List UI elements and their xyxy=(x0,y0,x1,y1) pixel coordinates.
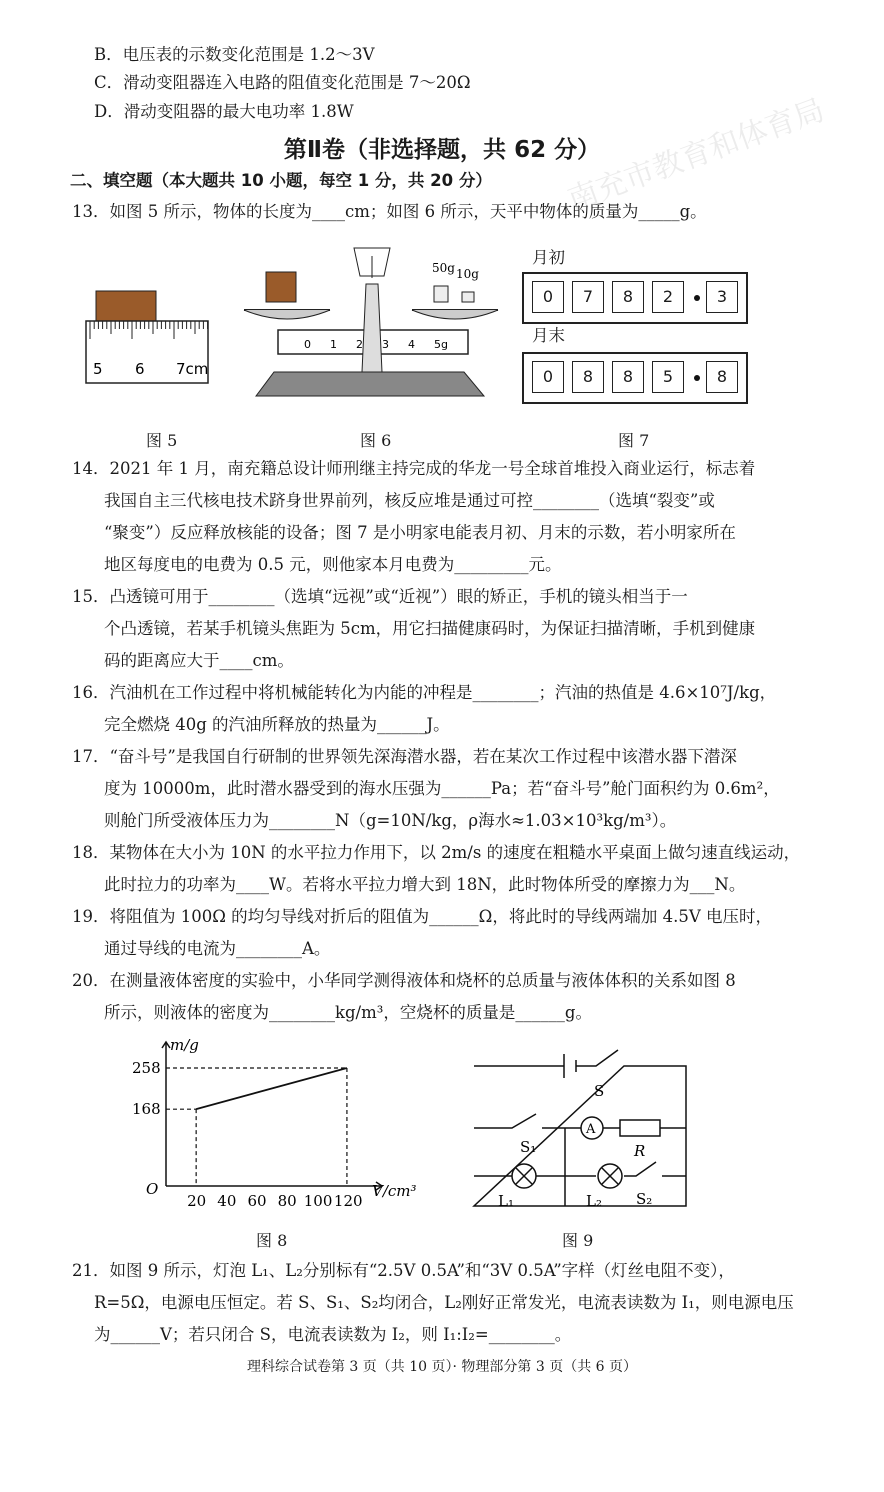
chart-xtick-label: 100 xyxy=(303,1192,333,1210)
option-c: C．滑动变阻器连入电路的阻值变化范围是 7～20Ω xyxy=(94,73,471,92)
beam-scale-label: 1 xyxy=(330,338,337,351)
ruler-tick-label-6: 6 xyxy=(135,360,145,378)
question-21-line3: 为______V；若只闭合 S，电流表读数为 I₂，则 I₁:I₂=________。 xyxy=(94,1325,572,1344)
figure-6-balance xyxy=(234,244,504,399)
question-17-line1: 17．“奋斗号”是我国自行研制的世界领先深海潜水器，若在某次工作过程中该潜水器下潜深 xyxy=(72,747,737,766)
chart-xtick-label: 60 xyxy=(247,1192,267,1210)
label-l2: L₂ xyxy=(586,1192,602,1210)
label-s2: S₂ xyxy=(636,1190,653,1208)
question-16-line1: 16．汽油机在工作过程中将机械能转化为内能的冲程是________；汽油的热值是 4.6×10⁷J/kg， xyxy=(72,683,777,702)
question-19-line2: 通过导线的电流为________A。 xyxy=(104,939,331,958)
page-footer: 理科综合试卷第 3 页（共 10 页）· 物理部分第 3 页（共 6 页） xyxy=(246,1359,638,1375)
balance-object xyxy=(266,272,296,302)
meter-start-digit: 8 xyxy=(612,281,644,313)
balance-base xyxy=(256,372,484,396)
label-a: A xyxy=(586,1122,596,1137)
chart-xtick-label: 40 xyxy=(217,1192,237,1210)
figure-8-chart xyxy=(126,1036,426,1216)
meter-decimal-point xyxy=(694,375,700,381)
weight-50g-label: 50g xyxy=(432,261,455,275)
question-15-line1: 15．凸透镜可用于________（选填“远视”或“近视”）眼的矫正，手机的镜头相当于一 xyxy=(72,587,688,606)
question-17-line2: 度为 10000m，此时潜水器受到的海水压强为______Pa；若“奋斗号”舱门面积约为 0.6m²， xyxy=(104,779,780,798)
balance-pillar xyxy=(362,284,382,372)
meter-start-digit: 7 xyxy=(572,281,604,313)
meter-end-label: 月末 xyxy=(532,326,565,345)
question-14-line2: 我国自主三代核电技术跻身世界前列，核反应堆是通过可控________（选填“裂变”或 xyxy=(104,491,715,510)
meter-end-digit: 0 xyxy=(532,361,564,393)
option-d: D．滑动变阻器的最大电功率 1.8W xyxy=(94,102,354,121)
question-19-line1: 19．将阻值为 100Ω 的均匀导线对折后的阻值为______Ω，将此时的导线两端加 4.5V 电压时， xyxy=(72,907,772,926)
resistor xyxy=(620,1120,660,1136)
option-b: B．电压表的示数变化范围是 1.2～3V xyxy=(94,45,375,64)
chart-xtick-label: 20 xyxy=(187,1192,207,1210)
question-20-line1: 20．在测量液体密度的实验中，小华同学测得液体和烧杯的总质量与液体体积的关系如图 8 xyxy=(72,971,736,990)
figure-5-caption: 图 5 xyxy=(146,431,178,450)
meter-start xyxy=(522,272,748,324)
label-l1: L₁ xyxy=(498,1192,514,1210)
label-r: R xyxy=(634,1142,646,1160)
watermark-text: 南充市教育和体育局 xyxy=(563,92,830,218)
beam-scale-label: 5g xyxy=(434,338,448,351)
meter-decimal-point xyxy=(694,295,700,301)
chart-series-line xyxy=(196,1068,347,1109)
meter-start-digit: 3 xyxy=(706,281,738,313)
ruler-tick-label-7: 7cm xyxy=(176,360,209,378)
ruler-block xyxy=(96,291,156,321)
chart-ytick-label: 258 xyxy=(132,1059,161,1077)
label-s: S xyxy=(594,1082,605,1100)
chart-xlabel: V/cm³ xyxy=(372,1182,417,1200)
meter-end xyxy=(522,352,748,404)
beam-scale-label: 3 xyxy=(382,338,389,351)
question-17-line3: 则舱门所受液体压力为________N（g=10N/kg，ρ海水≈1.03×10³kg/m³）。 xyxy=(104,811,677,830)
question-15-line2: 个凸透镜，若某手机镜头焦距为 5cm，用它扫描健康码时，为保证扫描清晰，手机到健康 xyxy=(104,619,756,638)
figure-5-ruler xyxy=(84,286,212,386)
section-title: 第Ⅱ卷（非选择题，共 62 分） xyxy=(283,137,601,163)
question-14-line4: 地区每度电的电费为 0.5 元，则他家本月电费为_________元。 xyxy=(104,555,562,574)
meter-start-digit: 0 xyxy=(532,281,564,313)
meter-end-digit: 5 xyxy=(652,361,684,393)
question-16-line2: 完全燃烧 40g 的汽油所释放的热量为______J。 xyxy=(104,715,450,734)
meter-end-digit: 8 xyxy=(612,361,644,393)
figure-6-caption: 图 6 xyxy=(360,431,392,450)
question-20-line2: 所示，则液体的密度为________kg/m³，空烧杯的质量是______g。 xyxy=(104,1003,592,1022)
question-15-line3: 码的距离应大于____cm。 xyxy=(104,651,294,670)
beam-scale-label: 0 xyxy=(304,338,311,351)
section-heading: 二、填空题（本大题共 10 小题，每空 1 分，共 20 分） xyxy=(70,171,492,190)
figure-9-caption: 图 9 xyxy=(562,1231,594,1250)
beam-scale-label: 2 xyxy=(356,338,363,351)
figure-9-circuit xyxy=(460,1036,700,1216)
question-18-line2: 此时拉力的功率为____W。若将水平拉力增大到 18N，此时物体所受的摩擦力为___N。 xyxy=(104,875,746,894)
figure-8-caption: 图 8 xyxy=(256,1231,288,1250)
question-14-line1: 14．2021 年 1 月，南充籍总设计师刑继主持完成的华龙一号全球首堆投入商业运行，标志着 xyxy=(72,459,756,478)
figure-7-caption: 图 7 xyxy=(618,431,650,450)
chart-ylabel: m/g xyxy=(170,1036,199,1054)
question-21-line2: R=5Ω，电源电压恒定。若 S、S₁、S₂均闭合，L₂刚好正常发光，电流表读数为 I₁，则电源电压 xyxy=(94,1293,794,1312)
weight-50g xyxy=(434,286,448,302)
question-21-line1: 21．如图 9 所示，灯泡 L₁、L₂分别标有“2.5V 0.5A”和“3V 0.5A”字样（灯丝电阻不变）， xyxy=(72,1261,735,1280)
question-14-line3: “聚变”）反应释放核能的设备；图 7 是小明家电能表月初、月末的示数，若小明家所在 xyxy=(104,523,736,542)
weight-10g xyxy=(462,292,474,302)
chart-origin: O xyxy=(146,1180,159,1198)
chart-xtick-label: 80 xyxy=(277,1192,297,1210)
meter-end-digit: 8 xyxy=(706,361,738,393)
ruler-tick-label-5: 5 xyxy=(93,360,103,378)
meter-start-label: 月初 xyxy=(532,248,565,267)
beam-scale-label: 4 xyxy=(408,338,415,351)
question-13: 13．如图 5 所示，物体的长度为____cm；如图 6 所示，天平中物体的质量为_____g。 xyxy=(72,202,707,221)
weight-10g-label: 10g xyxy=(456,267,479,281)
chart-ytick-label: 168 xyxy=(132,1100,161,1119)
meter-end-digit: 8 xyxy=(572,361,604,393)
label-s1: S₁ xyxy=(520,1138,537,1156)
meter-start-digit: 2 xyxy=(652,281,684,313)
question-18-line1: 18．某物体在大小为 10N 的水平拉力作用下，以 2m/s 的速度在粗糙水平桌面上做匀速直线运动， xyxy=(72,843,801,862)
chart-xtick-label: 120 xyxy=(333,1192,363,1210)
